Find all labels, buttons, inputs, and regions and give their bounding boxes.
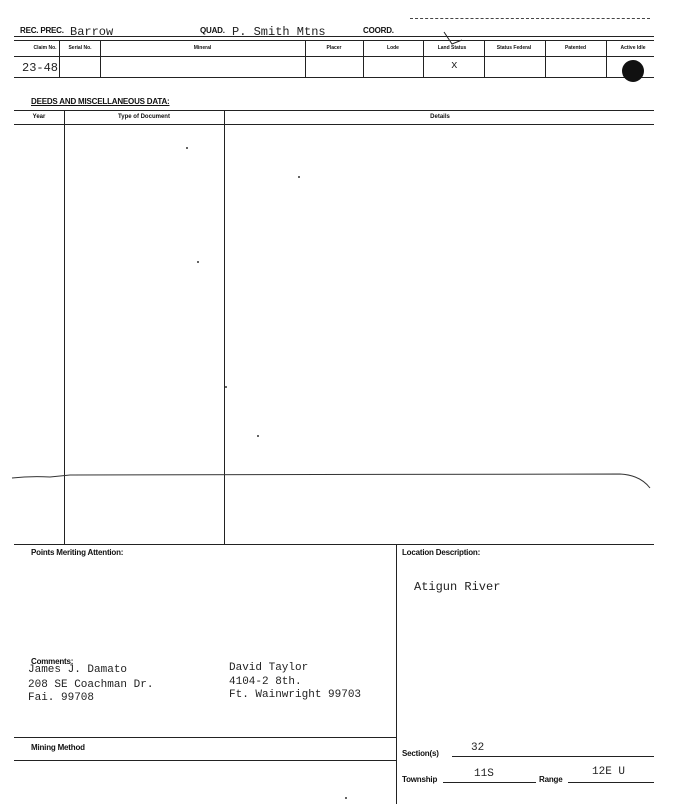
header-status-federal: Status Federal	[496, 44, 532, 51]
header-claim-no: Claim No.	[33, 44, 57, 51]
claims-table-bottom	[14, 77, 654, 78]
township-label: Township	[402, 775, 438, 784]
deeds-section-title: DEEDS AND MISCELLANEOUS DATA:	[31, 97, 170, 106]
active-idle-filled-dot	[622, 60, 644, 82]
range-value: 12E U	[592, 766, 626, 778]
scan-speck	[345, 797, 347, 799]
quad-label: QUAD.	[200, 26, 225, 35]
check-stroke-icon	[440, 30, 470, 54]
mining-method-label: Mining Method	[31, 743, 85, 752]
range-label: Range	[539, 775, 563, 784]
header-lode: Lode	[387, 44, 399, 51]
comments-bottom-rule	[14, 737, 396, 738]
scan-speck	[225, 386, 227, 388]
rec-prec-value: Barrow	[70, 25, 114, 39]
header-active-idle: Active Idle	[620, 44, 646, 51]
header-mineral: Mineral	[193, 44, 212, 51]
comments-right-line-2: 4104-2 8th.	[229, 676, 302, 688]
location-label: Location Description:	[402, 548, 481, 557]
scan-speck	[298, 176, 300, 178]
header-patented: Patented	[564, 44, 587, 51]
section-value: 32	[471, 742, 485, 754]
lower-col-divider	[396, 544, 397, 804]
deeds-table-bottom	[14, 544, 654, 545]
claims-header-bottom	[14, 56, 654, 57]
deeds-table-top	[14, 110, 654, 111]
mining-method-rule	[14, 760, 396, 761]
scan-speck	[197, 261, 199, 263]
header-underline	[14, 36, 654, 37]
scan-speck	[186, 147, 188, 149]
header-serial-no: Serial No.	[68, 44, 92, 51]
claims-col-divider	[423, 40, 424, 77]
scan-speck	[257, 435, 259, 437]
quad-value: P. Smith Mtns	[232, 25, 326, 39]
page-crease	[10, 466, 660, 490]
section-underline	[452, 756, 654, 757]
header-land-status: Land Status	[437, 44, 467, 51]
comments-label: Comments:	[31, 657, 74, 666]
township-value: 11S	[474, 768, 494, 780]
top-dashes	[410, 18, 650, 19]
comments-left-line-3: Fai. 99708	[28, 692, 95, 704]
comments-left-line-2: 208 SE Coachman Dr.	[28, 679, 154, 691]
deeds-col-type: Type of Document	[118, 113, 170, 120]
rec-prec-label: REC. PREC.	[20, 26, 64, 35]
claims-col-divider	[484, 40, 485, 77]
header-placer: Placer	[326, 44, 342, 51]
township-underline	[443, 782, 536, 783]
deeds-col-details: Details	[430, 113, 450, 120]
comments-right-line-1: David Taylor	[229, 662, 309, 674]
location-value: Atigun River	[414, 580, 501, 594]
section-label: Section(s)	[402, 749, 439, 758]
points-label: Points Meriting Attention:	[31, 548, 124, 557]
land-status-mark: x	[451, 60, 458, 72]
claim-no-value: 23-48	[22, 61, 59, 75]
range-underline	[568, 782, 654, 783]
coord-label: COORD.	[363, 26, 394, 35]
claims-col-divider	[606, 40, 607, 77]
deeds-col-year: Year	[32, 113, 46, 120]
comments-left-line-1: James J. Damato	[28, 664, 128, 676]
deeds-header-bottom	[14, 124, 654, 125]
comments-right-line-3: Ft. Wainwright 99703	[229, 689, 362, 701]
